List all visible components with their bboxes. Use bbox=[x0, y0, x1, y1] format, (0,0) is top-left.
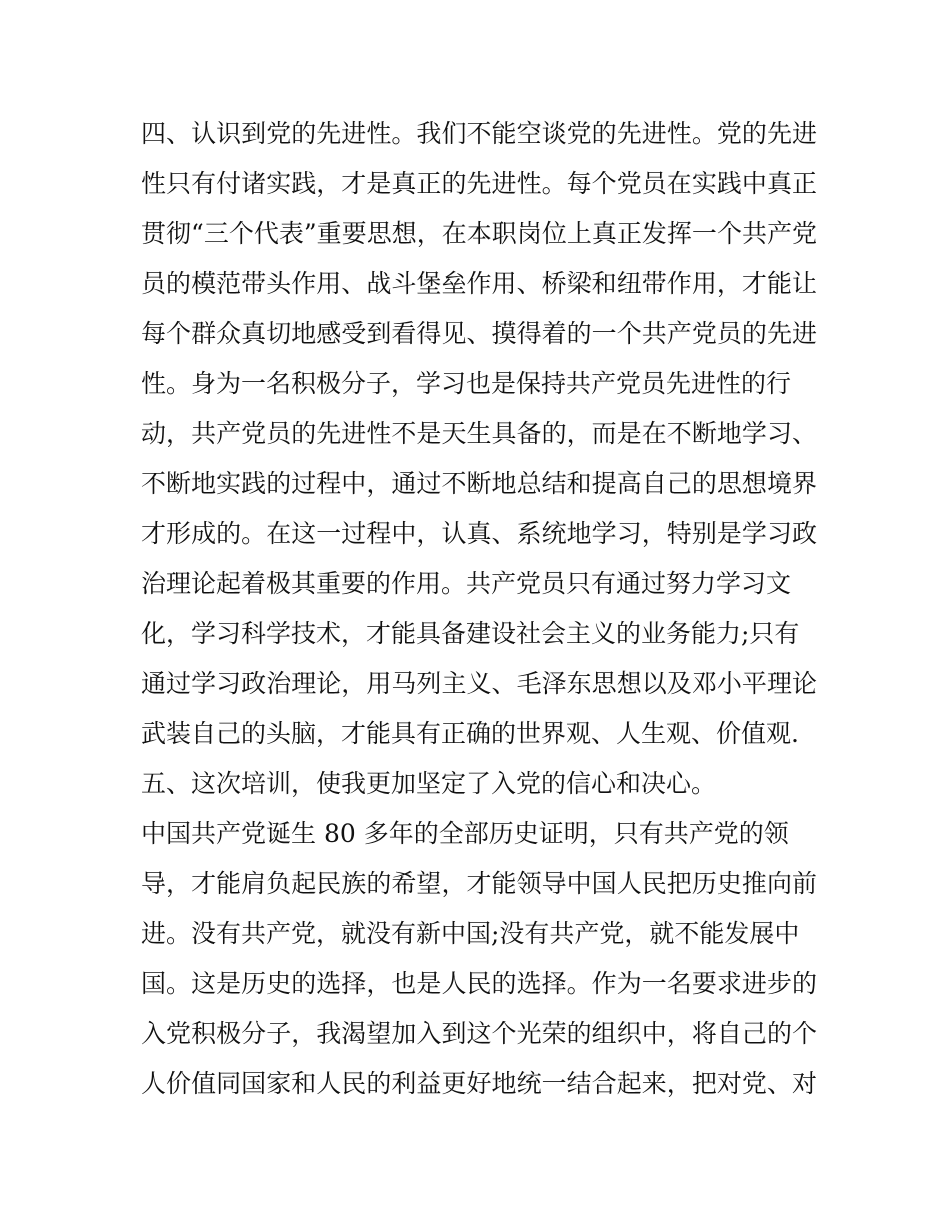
text-line: 五、这次培训，使我更加坚定了入党的信心和决心。 bbox=[141, 769, 717, 798]
body-text bbox=[141, 109, 817, 1109]
text-line: 四、认识到党的先进性。我们不能空谈党的先进性。党的先进 bbox=[141, 119, 817, 148]
text-line: 人价值同国家和人民的利益更好地统一结合起来，把对党、对 bbox=[141, 1069, 817, 1098]
text-line: 通过学习政治理论，用马列主义、毛泽东思想以及邓小平理论 bbox=[141, 669, 817, 698]
text-line: 每个群众真切地感受到看得见、摸得着的一个共产党员的先进 bbox=[141, 319, 817, 348]
text-line: 贯彻“三个代表”重要思想，在本职岗位上真正发挥一个共产党 bbox=[141, 219, 817, 248]
text-line: 性。身为一名积极分子，学习也是保持共产党员先进性的行 bbox=[141, 369, 792, 398]
text-line: 化，学习科学技术，才能具备建设社会主义的业务能力;只有 bbox=[141, 619, 800, 648]
text-line: 国。这是历史的选择，也是人民的选择。作为一名要求进步的 bbox=[141, 969, 817, 998]
text-line: 才形成的。在这一过程中，认真、系统地学习，特别是学习政 bbox=[141, 519, 817, 548]
text-line: 中国共产党诞生 80 多年的全部历史证明，只有共产党的领 bbox=[141, 819, 789, 848]
text-line: 导，才能肩负起民族的希望，才能领导中国人民把历史推向前 bbox=[141, 869, 817, 898]
text-line: 进。没有共产党，就没有新中国;没有共产党，就不能发展中 bbox=[141, 919, 800, 948]
text-line: 动，共产党员的先进性不是天生具备的，而是在不断地学习、 bbox=[141, 419, 817, 448]
text-line: 不断地实践的过程中，通过不断地总结和提高自己的思想境界 bbox=[141, 469, 817, 498]
text-line: 武装自己的头脑，才能具有正确的世界观、人生观、价值观. bbox=[141, 719, 799, 748]
text-line: 员的模范带头作用、战斗堡垒作用、桥梁和纽带作用，才能让 bbox=[141, 269, 817, 298]
text-line: 治理论起着极其重要的作用。共产党员只有通过努力学习文 bbox=[141, 569, 792, 598]
text-line: 入党积极分子，我渴望加入到这个光荣的组织中，将自己的个 bbox=[141, 1019, 817, 1048]
text-line: 性只有付诸实践，才是真正的先进性。每个党员在实践中真正 bbox=[141, 169, 817, 198]
